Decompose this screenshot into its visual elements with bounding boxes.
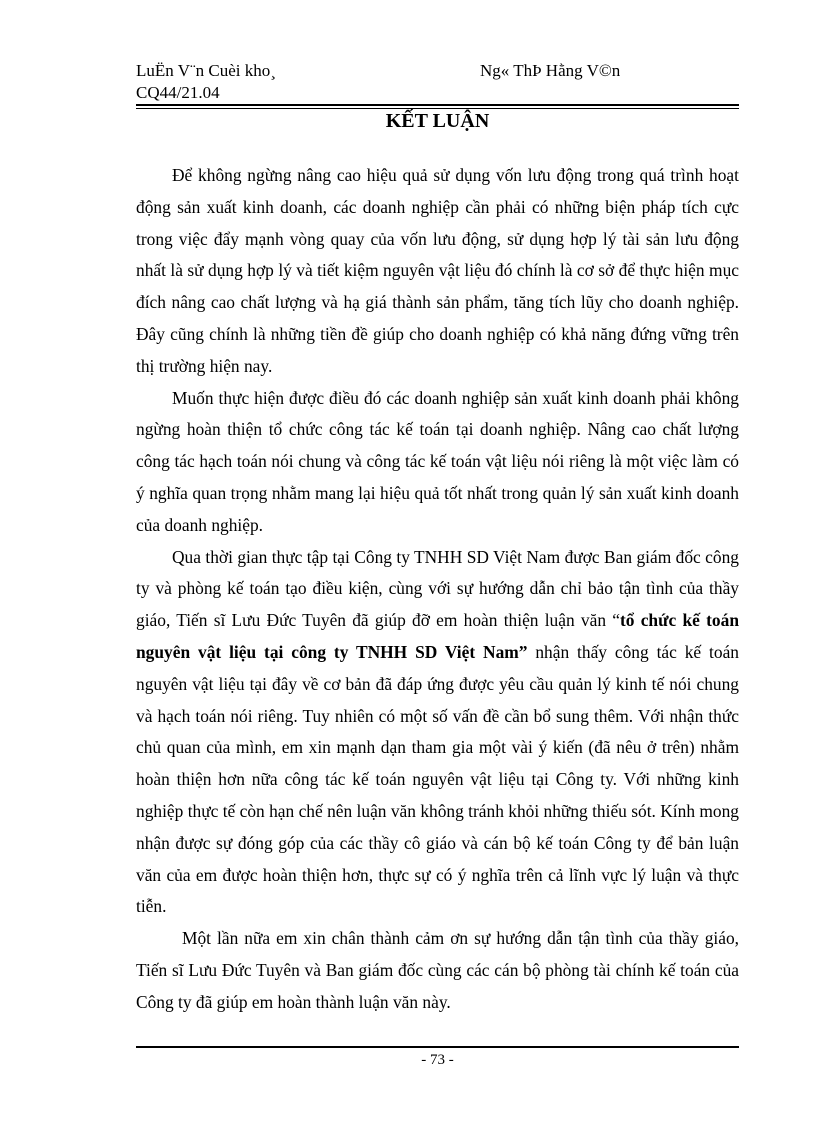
paragraph-3-intro: Qua thời gian thực tập tại Công ty TNHH SD Việt Nam được Ban giám đốc công ty và phòng kế toán tạo điều kiện, cùng với sự hướng dẫn chỉ bảo tận tình của thầy giáo, Tiến sĩ Lưu Đức Tuyên đã giúp đỡ em hoàn thiện luận văn “ [136,546,739,631]
page-title: KẾT LUẬN [385,110,490,132]
thesis-topic-title: tổ chức kế toán nguyên vật liệu tại công ty TNHH SD Việt Nam” [136,610,739,662]
body-text [136,160,739,1019]
paragraph-2: Muốn thực hiện được điều đó các doanh nghiệp sản xuất kinh doanh phải không ngừng hoàn thiện tổ chức công tác kế toán tại doanh nghiệp. Nâng cao chất lượng công tác hạch toán nói chung và công tác kế toán vật liệu nói riêng là một việc làm có ý nghĩa quan trọng nhằm mang lại hiệu quả tốt nhất trong quản lý sản xuất kinh doanh của doanh nghiệp. [136,387,739,535]
paragraph-4: Một lần nữa em xin chân thành cảm ơn sự hướng dẫn tận tình của thầy giáo, Tiến sĩ Lưu Đức Tuyên và Ban giám đốc cùng các cán bộ phòng tài chính kế toán của Công ty đã giúp em hoàn thành luận văn này. [136,928,739,1012]
footer-divider [136,1046,739,1048]
header-class-code: CQ44/21.04 [136,83,220,102]
header-divider [136,104,739,106]
paragraph-1: Để không ngừng nâng cao hiệu quả sử dụng vốn lưu động trong quá trình hoạt động sản xuất kinh doanh, các doanh nghiệp cần phải có những biện pháp tích cực trong việc đẩy mạnh vòng quay của vốn lưu động, sử dụng hợp lý tài sản lưu động nhất là sử dụng hợp lý và tiết kiệm nguyên vật liệu đó chính là cơ sở để thực hiện mục đích nâng cao chất lượng và hạ giá thành sản phẩm, tăng tích lũy cho doanh nghiệp. Đây cũng chính là những tiền đề giúp cho doanh nghiệp có khả năng đứng vững trên thị trường hiện nay. [136,165,739,376]
paragraph-3-rest: nhận thấy công tác kế toán nguyên vật liệu tại đây về cơ bản đã đáp ứng được yêu cầu quản lý kinh tế nói chung và hạch toán nói riêng. Tuy nhiên có một số vấn đề cần bổ sung thêm. Với nhận thức chủ quan của mình, em xin mạnh dạn tham gia một vài ý kiến (đã nêu ở trên) nhằm hoàn thiện hơn nữa công tác kế toán nguyên vật liệu tại Công ty. Với những kinh nghiệp thực tế còn hạn chế nên luận văn không tránh khỏi những thiếu sót. Kính mong nhận được sự đóng góp của các thầy cô giáo và cán bộ kế toán Công ty để bản luận văn của em được hoàn thiện hơn, thực sự có ý nghĩa trên cả lĩnh vực lý luận và thực tiễn. [136,641,739,917]
header-author-name: Ng« ThÞ Hằng V©n [480,61,621,80]
paragraph-3 [136,542,739,924]
page-number: - 73 - [421,1052,454,1068]
header-thesis-label: LuËn V¨n Cuèi kho¸ [136,61,276,80]
